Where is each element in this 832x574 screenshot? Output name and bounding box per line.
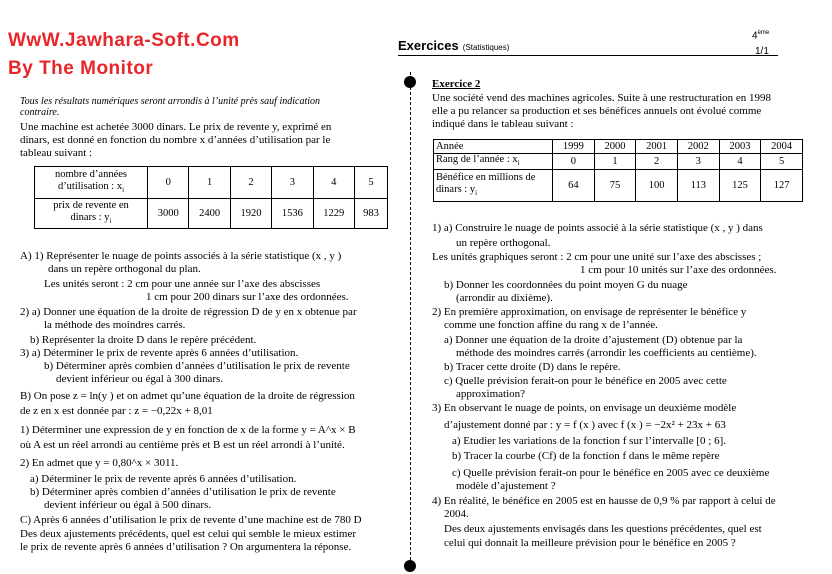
table-cell: 2001 bbox=[636, 140, 678, 154]
row-label-y-line2: dinars : y bbox=[70, 211, 110, 223]
table-cell: 75 bbox=[594, 170, 636, 202]
question-line: Des deux ajustements précédents, quel est celui qui semble le mieux estimer bbox=[20, 528, 357, 540]
note-line-1: Tous les résultats numériques seront arrondis à l’unité près sauf indication bbox=[20, 96, 321, 107]
table-cell: 2400 bbox=[189, 199, 230, 229]
question-line: b) Représenter la droite D dans le repère précédent. bbox=[30, 334, 257, 346]
machine-price-table bbox=[34, 166, 388, 229]
table-cell: 3 bbox=[677, 154, 719, 170]
table-cell: 125 bbox=[719, 170, 761, 202]
table-cell: 64 bbox=[553, 170, 595, 202]
table-cell: 3000 bbox=[148, 199, 189, 229]
table-row bbox=[434, 170, 803, 202]
site-logo-line1: WwW.Jawhara-Soft.Com bbox=[8, 30, 240, 51]
exercise-title: Exercice 2 bbox=[432, 78, 481, 90]
question-line: devient inférieur ou égal à 500 dinars. bbox=[44, 499, 212, 511]
question-line: Les unités seront : 2 cm pour une année sur l’axe des abscisses bbox=[44, 278, 321, 290]
row-label-year: Année bbox=[434, 140, 553, 154]
ex2-intro-line-1: Une société vend des machines agricoles. Suite à une restructuration en 1998 bbox=[432, 92, 772, 104]
table-cell: 2 bbox=[636, 154, 678, 170]
table-cell: 0 bbox=[553, 154, 595, 170]
intro-line-3: tableau suivant : bbox=[20, 147, 93, 159]
ex2-question-line: 1 cm pour 10 unités sur l’axe des ordonnées. bbox=[580, 264, 777, 276]
table-cell: 113 bbox=[677, 170, 719, 202]
row-label-x-line1: nombre d’années bbox=[54, 168, 127, 180]
ex2-question-line: 2) En première approximation, on envisage de représenter le bénéfice y bbox=[432, 306, 747, 318]
table-cell: 1536 bbox=[272, 199, 313, 229]
table-cell: 4 bbox=[719, 154, 761, 170]
table-cell: 2004 bbox=[761, 140, 803, 154]
table-cell: 4 bbox=[313, 167, 354, 199]
question-line: de z en x est donnée par : z = −0,22x + 8,01 bbox=[20, 405, 213, 417]
question-line: 3) a) Déterminer le prix de revente après 6 années d’utilisation. bbox=[20, 347, 299, 359]
ex2-question-line: comme une fonction affine du rang x de l’année. bbox=[444, 319, 658, 331]
ex2-question-line: d’ajustement donné par : y = f (x ) avec f (x ) = −2x² + 23x + 63 bbox=[444, 419, 726, 431]
ex2-question-line: 1) a) Construire le nuage de points associé à la série statistique (x , y ) dans bbox=[432, 222, 763, 234]
table-cell: 1229 bbox=[313, 199, 354, 229]
question-line: 2) En admet que y = 0,80^x × 3011. bbox=[20, 457, 179, 469]
question-line: B) On pose z = ln(y ) et on admet qu’une équation de la droite de régression bbox=[20, 390, 355, 402]
question-line: A) 1) Représenter le nuage de points associés à la série statistique (x , y ) bbox=[20, 250, 342, 262]
row-label-profit-line1: Bénéfice en millions de bbox=[436, 172, 536, 184]
ex2-question-line: Les unités graphiques seront : 2 cm pour une unité sur l’axe des abscisses ; bbox=[432, 251, 762, 263]
question-line: le prix de revente après 6 années d’utilisation ? On argumentera la réponse. bbox=[20, 541, 352, 553]
profit-table bbox=[433, 139, 803, 202]
ex2-question-line: b) Donner les coordonnées du point moyen G du nuage bbox=[444, 279, 688, 291]
table-cell: 5 bbox=[761, 154, 803, 170]
ex2-question-line: celui qui donnait la meilleure prévision pour le bénéfice en 2005 ? bbox=[444, 537, 736, 549]
question-line: b) Déterminer après combien d’années d’utilisation le prix de revente bbox=[30, 486, 336, 498]
grade-suffix: ème bbox=[757, 30, 770, 36]
table-cell: 1 bbox=[189, 167, 230, 199]
row-label-profit: Bénéfice en millions de dinars : $y_i$ bbox=[434, 170, 553, 202]
page-number: 1/1 bbox=[755, 46, 769, 57]
ex2-question-line: c) Quelle prévision ferait-on pour le bénéfice en 2005 avec ce deuxième bbox=[452, 467, 770, 479]
row-label-profit-line2: dinars : y bbox=[436, 184, 476, 196]
question-line: 1) Déterminer une expression de y en fonction de x de la forme y = A^x × B bbox=[20, 424, 356, 436]
table-row bbox=[434, 154, 803, 170]
table-cell: 100 bbox=[636, 170, 678, 202]
ex2-question-line: a) Donner une équation de la droite d’ajustement (D) obtenue par la bbox=[444, 334, 743, 346]
ex2-question-line: a) Etudier les variations de la fonction f sur l’intervalle [0 ; 6]. bbox=[452, 435, 726, 447]
table-cell: 127 bbox=[761, 170, 803, 202]
ex2-question-line: b) Tracer cette droite (D) dans le repère. bbox=[444, 361, 621, 373]
table-cell: 1999 bbox=[553, 140, 595, 154]
row-label-x-line2: d’utilisation : x bbox=[57, 180, 123, 192]
question-line: a) Déterminer le prix de revente après 6 années d’utilisation. bbox=[30, 473, 297, 485]
ex2-question-line: un repère orthogonal. bbox=[456, 237, 551, 249]
ex2-question-line: modèle d’ajustement ? bbox=[456, 480, 556, 492]
intro-line-2: dinars, est donné en fonction du nombre x d’années d’utilisation par le bbox=[20, 134, 331, 146]
question-line: 2) a) Donner une équation de la droite de régression D de y en x obtenue par bbox=[20, 306, 357, 318]
ex2-intro-line-2: elle a pu relancer sa production et ses bénéfices annuels ont évolué comme bbox=[432, 105, 762, 117]
ex2-question-line: approximation? bbox=[456, 388, 526, 400]
question-line: dans un repère orthogonal du plan. bbox=[48, 263, 201, 275]
column-divider bbox=[410, 72, 411, 570]
row-label-y: prix de revente en dinars : $y_i$ bbox=[35, 199, 148, 229]
divider-dot-top bbox=[404, 76, 416, 88]
question-line: 1 cm pour 200 dinars sur l’axe des ordonnées. bbox=[146, 291, 349, 303]
table-cell: 1920 bbox=[230, 199, 271, 229]
ex2-question-line: 3) En observant le nuage de points, on envisage un deuxième modèle bbox=[432, 402, 737, 414]
table-cell: 5 bbox=[354, 167, 387, 199]
table-cell: 2002 bbox=[677, 140, 719, 154]
table-cell: 2000 bbox=[594, 140, 636, 154]
table-cell: 983 bbox=[354, 199, 387, 229]
question-line: C) Après 6 années d’utilisation le prix de revente d’une machine est de 780 D bbox=[20, 514, 362, 526]
table-cell: 1 bbox=[594, 154, 636, 170]
question-line: b) Déterminer après combien d’années d’utilisation le prix de revente bbox=[44, 360, 350, 372]
ex2-intro-line-3: indiqué dans le tableau suivant : bbox=[432, 118, 574, 130]
ex2-question-line: 2004. bbox=[444, 508, 469, 520]
table-cell: 2 bbox=[230, 167, 271, 199]
header-subtitle: (Statistiques) bbox=[462, 43, 510, 52]
table-row bbox=[434, 140, 803, 154]
ex2-question-line: méthode des moindres carrés (arrondir les coefficients au centième). bbox=[456, 347, 757, 359]
row-label-y-line1: prix de revente en bbox=[53, 199, 129, 211]
table-cell: 3 bbox=[272, 167, 313, 199]
grade-number: 4 bbox=[752, 30, 758, 42]
row-label-rank-text: Rang de l’année : x bbox=[436, 154, 518, 165]
ex2-question-line: b) Tracer la courbe (Cf) de la fonction f dans le même repère bbox=[452, 450, 720, 462]
row-label-x: nombre d’années d’utilisation : $x_i$ bbox=[35, 167, 148, 199]
page-title bbox=[398, 37, 509, 55]
ex2-question-line: (arrondir au dixième). bbox=[456, 292, 553, 304]
table-row bbox=[35, 199, 388, 229]
table-cell: 0 bbox=[148, 167, 189, 199]
grade-label bbox=[752, 30, 769, 41]
header-rule bbox=[398, 55, 778, 56]
note-line-2: contraire. bbox=[20, 107, 60, 118]
ex2-question-line: Des deux ajustements envisagés dans les questions précédentes, quel est bbox=[444, 523, 762, 535]
divider-dot-bottom bbox=[404, 560, 416, 572]
site-logo-line2: By The Monitor bbox=[8, 58, 154, 79]
ex2-question-line: 4) En réalité, le bénéfice en 2005 est en hausse de 0,9 % par rapport à celui de bbox=[432, 495, 776, 507]
question-line: la méthode des moindres carrés. bbox=[44, 319, 186, 331]
ex2-question-line: c) Quelle prévision ferait-on pour le bénéfice en 2005 avec cette bbox=[444, 375, 727, 387]
table-row bbox=[35, 167, 388, 199]
question-line: où A est un réel arrondi au centième près et B est un réel arrondi à l’unité. bbox=[20, 439, 345, 451]
table-cell: 2003 bbox=[719, 140, 761, 154]
row-label-rank: Rang de l’année : $x_i$ bbox=[434, 154, 553, 170]
header-title: Exercices bbox=[398, 38, 459, 53]
intro-line-1: Une machine est achetée 3000 dinars. Le prix de revente y, exprimé en bbox=[20, 121, 332, 133]
question-line: devient inférieur ou égal à 300 dinars. bbox=[56, 373, 224, 385]
